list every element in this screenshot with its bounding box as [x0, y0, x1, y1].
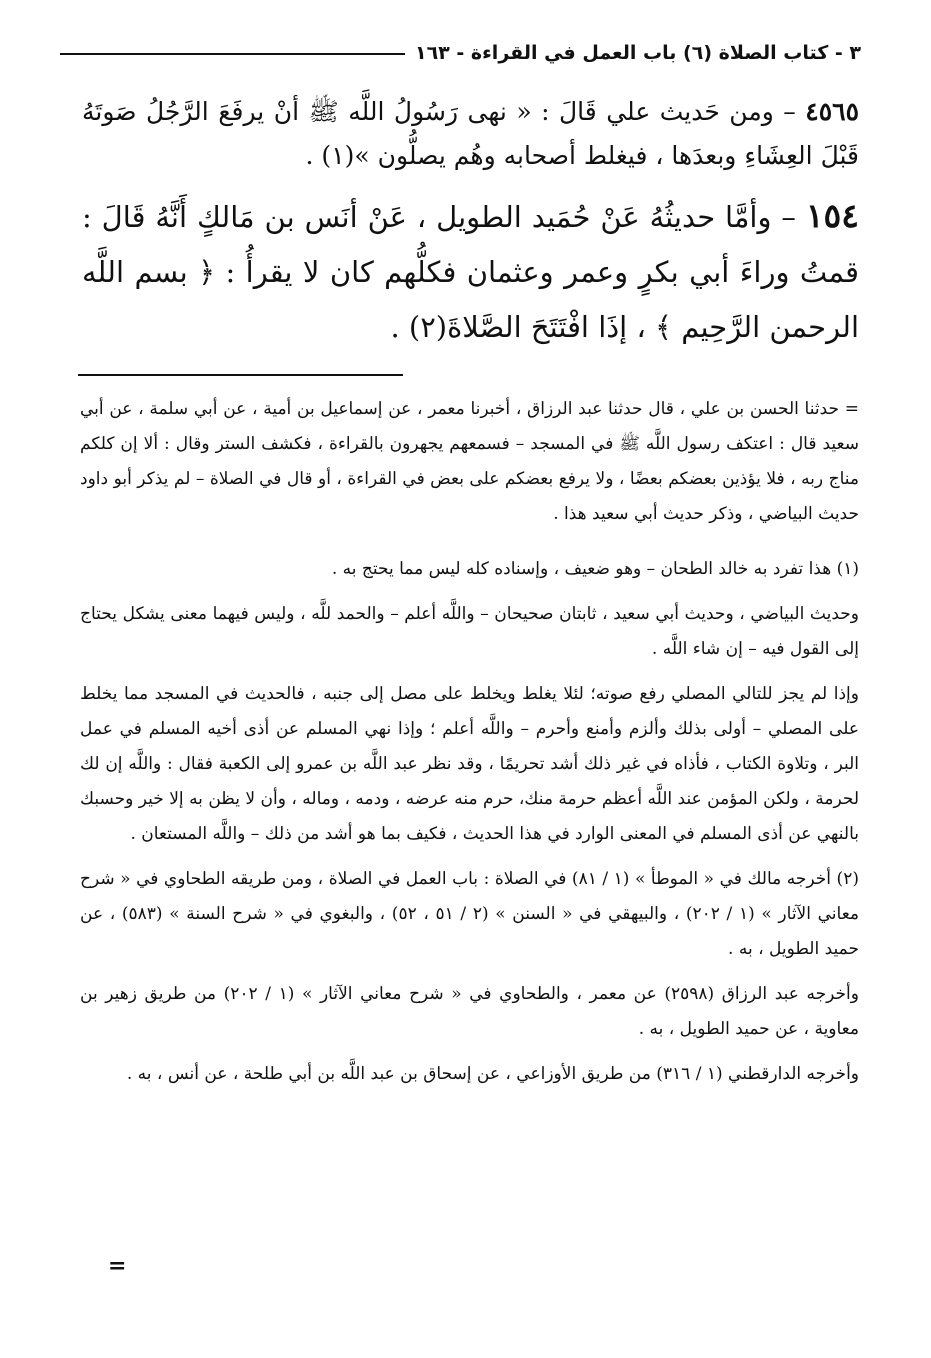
footnote-paragraph: وإذا لم يجز للتالي المصلي رفع صوته؛ لئلا يغلط ويخلط على مصل إلى جنبه ، فالحديث في المسجد مما يخلط على المصلي – أولى بذلك وألزم وأمنع وأحرم – واللَّه أعلم ؛ وإذا نهي المسلم عن أذى أخيه المسلم في عمل البر ، وتلاوة الكتاب ، فأذاه في غير ذلك أشد تحريمًا ، وقد نظر عبد اللَّه بن عمرو إلى الكعبة فقال : واللَّه إن لك لحرمة ، ولكن المؤمن عند اللَّه أعظم حرمة منك، حرم منه عرضه ، ودمه ، وماله ، وأن لا يظن به إلا خير وحسبك بالنهي عن أذى المسلم في المعنى الوارد في هذا الحديث ، فكيف بما هو أشد من ذلك – واللَّه المستعان . — [80, 684, 859, 844]
hadith-text: – وأمَّا حديثُهُ عَنْ حُمَيد الطويل ، عَنْ أنَس بن مَالكٍ أَنَّهُ قَالَ : قمتُ وراءَ أبي بكرٍ وعمر وعثمان فكلُّهم كان لا يقرأُ : ﴿ بسم اللَّه الرحمن الرَّحِيم ﴾ ، إذَا افْتَتَحَ الصَّلاةَ(٢) . — [82, 200, 859, 344]
hadith-text: – ومن حَديث علي قَالَ : « نهى رَسُولُ اللَّه ﷺ أنْ يرفَعَ الرَّجُلُ صَوتَهُ قَبْلَ العِشَاءِ وبعدَها ، فيغلط أصحابه وهُم يصلُّون »(١) . — [82, 97, 859, 170]
footnote-paragraph: وأخرجه الدارقطني (١ / ٣١٦) من طريق الأوزاعي ، عن إسحاق بن عبد اللَّه بن أبي طلحة ، عن أنس ، به . — [126, 1064, 859, 1084]
main-text — [82, 90, 859, 355]
footnote-1: (١) هذا تفرد به خالد الطحان – وهو ضعيف ، وإسناده كله ليس مما يحتج به . — [331, 559, 859, 579]
footnotes — [80, 392, 859, 1102]
header-title: ٣ - كتاب الصلاة (٦) باب العمل في القراءة - ١٦٣ — [414, 42, 861, 64]
hadith-154 — [82, 188, 859, 355]
continuation-mark: = — [108, 1253, 127, 1279]
footnote-separator — [78, 374, 403, 376]
footnote-paragraph: وحديث البياضي ، وحديث أبي سعيد ، ثابتان صحيحان – واللَّه أعلم – والحمد للَّه ، وليس فيهما معنى يشكل يحتاج إلى القول فيه – إن شاء اللَّه . — [80, 604, 859, 659]
footnote-continuation: = حدثنا الحسن بن علي ، قال حدثنا عبد الرزاق ، أخبرنا معمر ، عن إسماعيل بن أمية ، عن أبي سلمة ، عن أبي سعيد قال : اعتكف رسول اللَّه ﷺ في المسجد – فسمعهم يجهرون بالقراءة ، فكشف الستر وقال : ألا إن كلكم مناج ربه ، فلا يؤذين بعضكم بعضًا ، ولا يرفع بعضكم على بعض في القراءة ، أو قال في الصلاة – لم يذكر أبو داود حديث البياضي ، وذكر حديث أبي سعيد هذا . — [80, 399, 859, 524]
running-header — [60, 36, 861, 70]
hadith-4565 — [82, 90, 859, 178]
footnote-paragraph: وأخرجه عبد الرزاق (٢٥٩٨) عن معمر ، والطحاوي في « شرح معاني الآثار » (١ / ٢٠٢) من طريق زهير بن معاوية ، عن حميد الطويل ، به . — [80, 984, 859, 1039]
hadith-number: ١٥٤ — [805, 196, 859, 235]
hadith-number: ٤٥٦٥ — [805, 97, 859, 126]
header-rule — [60, 53, 405, 55]
footnote-2: (٢) أخرجه مالك في « الموطأ » (١ / ٨١) في الصلاة : باب العمل في الصلاة ، ومن طريقه الطحاوي في « شرح معاني الآثار » (١ / ٢٠٢) ، والبيهقي في « السنن » (٢ / ٥١ ، ٥٢) ، والبغوي في « شرح السنة » (٥٨٣) ، عن حميد الطويل ، به . — [80, 869, 860, 959]
